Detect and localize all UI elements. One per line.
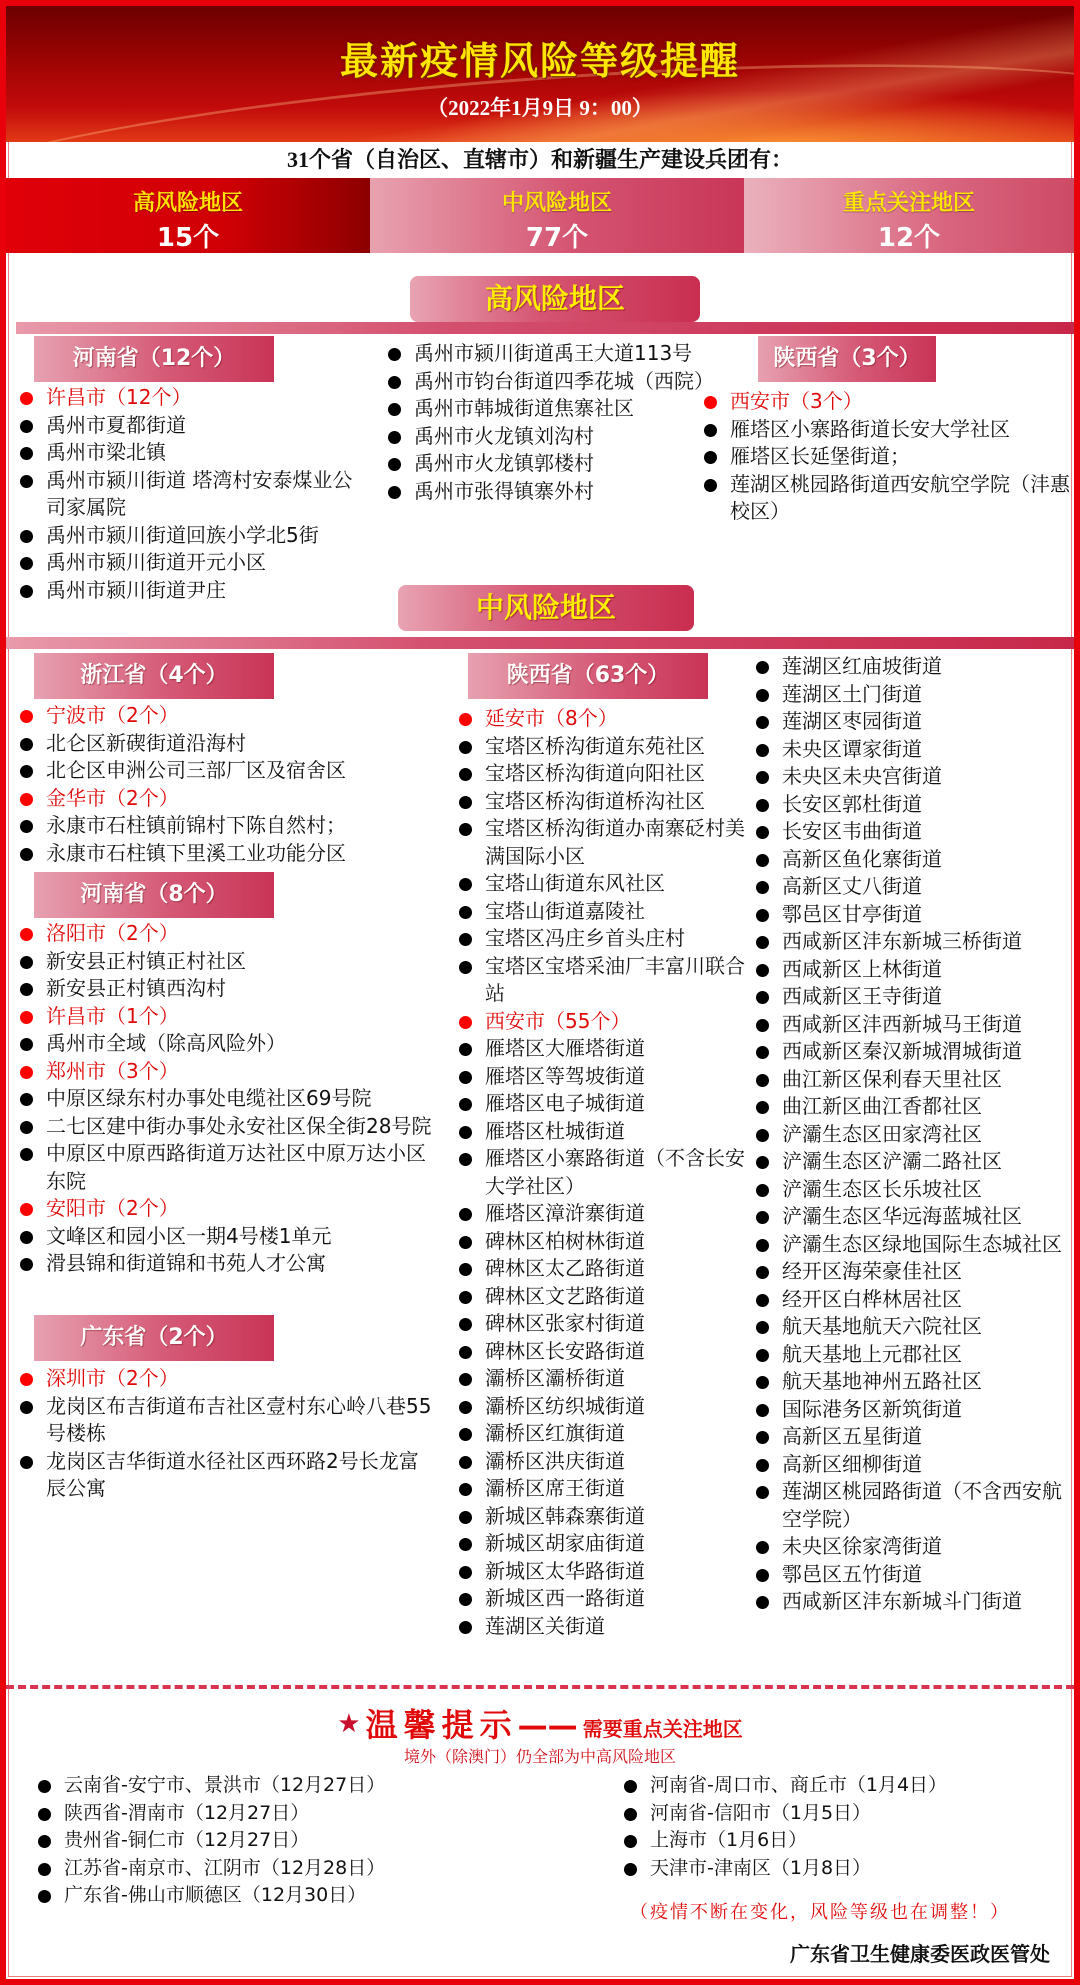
list-item: 禹州市颍川街道 塔湾村安泰煤业公司家属院 — [16, 467, 356, 522]
list-item: 雁塔区大雁塔街道 — [455, 1035, 755, 1063]
section-divider — [6, 637, 1074, 649]
city-heading: 宁波市（2个） — [16, 702, 436, 730]
list-item: 灞桥区席王街道 — [455, 1475, 755, 1503]
list-item: 宝塔山街道嘉陵社 — [455, 898, 755, 926]
summary-mid-risk — [370, 178, 744, 253]
list-item: 二七区建中街办事处永安社区保全街28号院 — [16, 1113, 436, 1141]
list-item: 新安县正村镇正村社区 — [16, 948, 436, 976]
section-divider — [16, 322, 1074, 334]
list-item: 高新区鱼化寨街道 — [752, 846, 1070, 874]
publisher-signoff: 广东省卫生健康委医政医管处 — [790, 1942, 1050, 1966]
list-item: 浐灞生态区浐灞二路社区 — [752, 1148, 1070, 1176]
header-banner — [6, 6, 1074, 142]
dashed-divider — [6, 1685, 1074, 1689]
list-item: 鄠邑区五竹街道 — [752, 1561, 1070, 1589]
list-item: 高新区细柳街道 — [752, 1451, 1070, 1479]
list-item: 永康市石柱镇下里溪工业功能分区 — [16, 840, 436, 868]
list-item: 高新区五星街道 — [752, 1423, 1070, 1451]
mid-risk-section-header: 中风险地区 — [398, 585, 694, 631]
list-item: 禹州市颍川街道尹庄 — [16, 577, 356, 605]
list-item: 禹州市张得镇寨外村 — [384, 478, 704, 506]
list-item: 灞桥区红旗街道 — [455, 1420, 755, 1448]
province-tab-zhejiang: 浙江省（4个） — [34, 653, 274, 699]
list-item: 经开区白桦林居社区 — [752, 1286, 1070, 1314]
high-risk-section-header: 高风险地区 — [410, 276, 700, 322]
list-item: 西咸新区秦汉新城渭城街道 — [752, 1038, 1070, 1066]
list-item: 永康市石柱镇前锦村下陈自然村； — [16, 812, 436, 840]
summary-count: 15个 — [156, 223, 220, 253]
city-heading: 许昌市（12个） — [16, 384, 356, 412]
list-item: 禹州市火龙镇郭楼村 — [384, 450, 704, 478]
list-item: 天津市-津南区（1月8日） — [620, 1855, 947, 1883]
list-item: 宝塔山街道东风社区 — [455, 870, 755, 898]
location-list — [700, 388, 1070, 526]
city-heading: 西安市（55个） — [455, 1008, 755, 1036]
summary-key-focus — [744, 178, 1074, 253]
list-item: 陕西省-渭南市（12月27日） — [34, 1800, 385, 1828]
province-tab-guangdong: 广东省（2个） — [34, 1315, 274, 1361]
warning-note: （疫情不断在变化，风险等级也在调整！） — [630, 1902, 1010, 1923]
list-item: 滑县锦和街道锦和书苑人才公寓 — [16, 1250, 436, 1278]
list-item: 西咸新区王寺街道 — [752, 983, 1070, 1011]
list-item: 宝塔区桥沟街道向阳社区 — [455, 760, 755, 788]
list-item: 宝塔区宝塔采油厂丰富川联合站 — [455, 953, 755, 1008]
city-heading: 延安市（8个） — [455, 705, 755, 733]
list-item: 中原区绿东村办事处电缆社区69号院 — [16, 1085, 436, 1113]
tips-left-col — [34, 1772, 385, 1910]
list-item: 碑林区长安路街道 — [455, 1338, 755, 1366]
summary-label: 中风险地区 — [501, 191, 612, 216]
summary-label: 高风险地区 — [132, 191, 243, 216]
list-item: 禹州市颍川街道禹王大道113号 — [384, 340, 704, 368]
list-item: 雁塔区漳浒寨街道 — [455, 1200, 755, 1228]
list-item: 中原区中原西路街道万达社区中原万达小区东院 — [16, 1140, 436, 1195]
list-item: 碑林区张家村街道 — [455, 1310, 755, 1338]
list-item: 河南省-信阳市（1月5日） — [620, 1800, 947, 1828]
list-item: 文峰区和园小区一期4号楼1单元 — [16, 1223, 436, 1251]
list-item: 云南省-安宁市、景洪市（12月27日） — [34, 1772, 385, 1800]
tips-dash: —— — [517, 1709, 578, 1744]
list-item: 新城区西一路街道 — [455, 1585, 755, 1613]
star-icon: ★ — [337, 1709, 361, 1739]
list-item: 国际港务区新筑街道 — [752, 1396, 1070, 1424]
list-item: 航天基地上元郡社区 — [752, 1341, 1070, 1369]
page-title: 最新疫情风险等级提醒 — [339, 41, 740, 83]
summary-count: 77个 — [525, 223, 589, 253]
mid-henan-col — [16, 920, 436, 1278]
city-heading: 西安市（3个） — [700, 388, 1070, 416]
location-list — [16, 384, 356, 604]
list-item: 禹州市夏都街道 — [16, 412, 356, 440]
list-item: 龙岗区布吉街道布吉社区壹村东心岭八巷55号楼栋 — [16, 1393, 436, 1448]
mid-zhejiang-col — [16, 702, 436, 867]
list-item: 莲湖区枣园街道 — [752, 708, 1070, 736]
tips-note: 境外（除澳门）仍全部为中高风险地区 — [403, 1747, 676, 1766]
summary-count: 12个 — [877, 223, 941, 253]
list-item: 河南省-周口市、商丘市（1月4日） — [620, 1772, 947, 1800]
list-item: 禹州市颍川街道回族小学北5街 — [16, 522, 356, 550]
list-item: 雁塔区长延堡街道； — [700, 443, 1070, 471]
list-item: 经开区海荣豪佳社区 — [752, 1258, 1070, 1286]
list-item: 浐灞生态区田家湾社区 — [752, 1121, 1070, 1149]
province-tab-shaanxi-high: 陕西省（3个） — [758, 336, 936, 382]
list-item: 新城区太华路街道 — [455, 1558, 755, 1586]
location-list — [384, 340, 714, 505]
list-item: 禹州市钧台街道四季花城（西院） — [384, 368, 704, 396]
list-item: 西咸新区沣西新城马王街道 — [752, 1011, 1070, 1039]
mid-shaanxi-col1 — [455, 705, 755, 1640]
list-item: 未央区未央宫街道 — [752, 763, 1070, 791]
location-list — [16, 920, 436, 1278]
list-item: 新安县正村镇西沟村 — [16, 975, 436, 1003]
list-item: 灞桥区灞桥街道 — [455, 1365, 755, 1393]
summary-high-risk — [6, 178, 370, 253]
high-henan-col2 — [384, 340, 714, 505]
list-item: 宝塔区桥沟街道桥沟社区 — [455, 788, 755, 816]
list-item: 未央区谭家街道 — [752, 736, 1070, 764]
tips-subheading: 需要重点关注地区 — [582, 1717, 743, 1741]
focus-area-list — [620, 1772, 947, 1882]
list-item: 禹州市韩城街道焦寨社区 — [384, 395, 704, 423]
list-item: 宝塔区桥沟街道东苑社区 — [455, 733, 755, 761]
list-item: 灞桥区纺织城街道 — [455, 1393, 755, 1421]
tips-title — [0, 1700, 1080, 1746]
list-item: 莲湖区桃园路街道西安航空学院（沣惠校区） — [700, 471, 1070, 526]
list-item: 雁塔区小寨路街道（不含长安大学社区） — [455, 1145, 755, 1200]
list-item: 雁塔区小寨路街道长安大学社区 — [700, 416, 1070, 444]
list-item: 北仑区新碶街道沿海村 — [16, 730, 436, 758]
list-item: 碑林区太乙路街道 — [455, 1255, 755, 1283]
location-list — [455, 705, 755, 1640]
city-heading: 安阳市（2个） — [16, 1195, 436, 1223]
list-item: 未央区徐家湾街道 — [752, 1533, 1070, 1561]
list-item: 禹州市颍川街道开元小区 — [16, 549, 356, 577]
mid-guangdong-col — [16, 1365, 436, 1503]
list-item: 龙岗区吉华街道水径社区西环路2号长龙富辰公寓 — [16, 1448, 436, 1503]
list-item: 贵州省-铜仁市（12月27日） — [34, 1827, 385, 1855]
list-item: 浐灞生态区绿地国际生态城社区 — [752, 1231, 1070, 1259]
list-item: 雁塔区电子城街道 — [455, 1090, 755, 1118]
update-timestamp: （2022年1月9日 9：00） — [427, 96, 653, 120]
province-tab-henan-mid: 河南省（8个） — [34, 872, 274, 918]
list-item: 莲湖区桃园路街道（不含西安航空学院） — [752, 1478, 1070, 1533]
location-list — [752, 653, 1070, 1616]
list-item: 碑林区柏树林街道 — [455, 1228, 755, 1256]
summary-label: 重点关注地区 — [842, 191, 975, 216]
high-henan-col1 — [16, 384, 356, 604]
city-heading: 金华市（2个） — [16, 785, 436, 813]
city-heading: 许昌市（1个） — [16, 1003, 436, 1031]
city-heading: 洛阳市（2个） — [16, 920, 436, 948]
list-item: 莲湖区关街道 — [455, 1613, 755, 1641]
list-item: 灞桥区洪庆街道 — [455, 1448, 755, 1476]
list-item: 莲湖区红庙坡街道 — [752, 653, 1070, 681]
list-item: 长安区韦曲街道 — [752, 818, 1070, 846]
list-item: 广东省-佛山市顺德区（12月30日） — [34, 1882, 385, 1910]
list-item: 浐灞生态区华远海蓝城社区 — [752, 1203, 1070, 1231]
province-tab-shaanxi-mid: 陕西省（63个） — [468, 653, 708, 699]
focus-area-list — [34, 1772, 385, 1910]
mid-shaanxi-col2 — [752, 653, 1070, 1616]
location-list — [16, 1365, 436, 1503]
list-item: 曲江新区保利春天里社区 — [752, 1066, 1070, 1094]
tips-right-col — [620, 1772, 947, 1882]
list-item: 航天基地航天六院社区 — [752, 1313, 1070, 1341]
list-item: 禹州市梁北镇 — [16, 439, 356, 467]
list-item: 宝塔区冯庄乡首头庄村 — [455, 925, 755, 953]
list-item: 西咸新区上林街道 — [752, 956, 1070, 984]
list-item: 雁塔区杜城街道 — [455, 1118, 755, 1146]
list-item: 西咸新区沣东新城三桥街道 — [752, 928, 1070, 956]
list-item: 碑林区文艺路街道 — [455, 1283, 755, 1311]
list-item: 新城区胡家庙街道 — [455, 1530, 755, 1558]
list-item: 曲江新区曲江香都社区 — [752, 1093, 1070, 1121]
high-shaanxi-col — [700, 388, 1070, 526]
city-heading: 深圳市（2个） — [16, 1365, 436, 1393]
list-item: 浐灞生态区长乐坡社区 — [752, 1176, 1070, 1204]
list-item: 鄠邑区甘亭街道 — [752, 901, 1070, 929]
province-tab-henan-high: 河南省（12个） — [34, 336, 274, 382]
location-list — [16, 702, 436, 867]
list-item: 雁塔区等驾坡街道 — [455, 1063, 755, 1091]
risk-summary — [6, 178, 1074, 253]
list-item: 长安区郭杜街道 — [752, 791, 1070, 819]
list-item: 莲湖区土门街道 — [752, 681, 1070, 709]
list-item: 高新区丈八街道 — [752, 873, 1070, 901]
tips-heading: 温馨提示 — [365, 1706, 518, 1744]
summary-subtitle: 31个省（自治区、直辖市）和新疆生产建设兵团有： — [286, 147, 793, 172]
list-item: 上海市（1月6日） — [620, 1827, 947, 1855]
list-item: 江苏省-南京市、江阴市（12月28日） — [34, 1855, 385, 1883]
list-item: 宝塔区桥沟街道办南寨砭村美满国际小区 — [455, 815, 755, 870]
list-item: 新城区韩森寨街道 — [455, 1503, 755, 1531]
list-item: 西咸新区沣东新城斗门街道 — [752, 1588, 1070, 1616]
city-heading: 郑州市（3个） — [16, 1058, 436, 1086]
list-item: 禹州市全域（除高风险外） — [16, 1030, 436, 1058]
list-item: 航天基地神州五路社区 — [752, 1368, 1070, 1396]
list-item: 禹州市火龙镇刘沟村 — [384, 423, 704, 451]
list-item: 北仑区申洲公司三部厂区及宿舍区 — [16, 757, 436, 785]
